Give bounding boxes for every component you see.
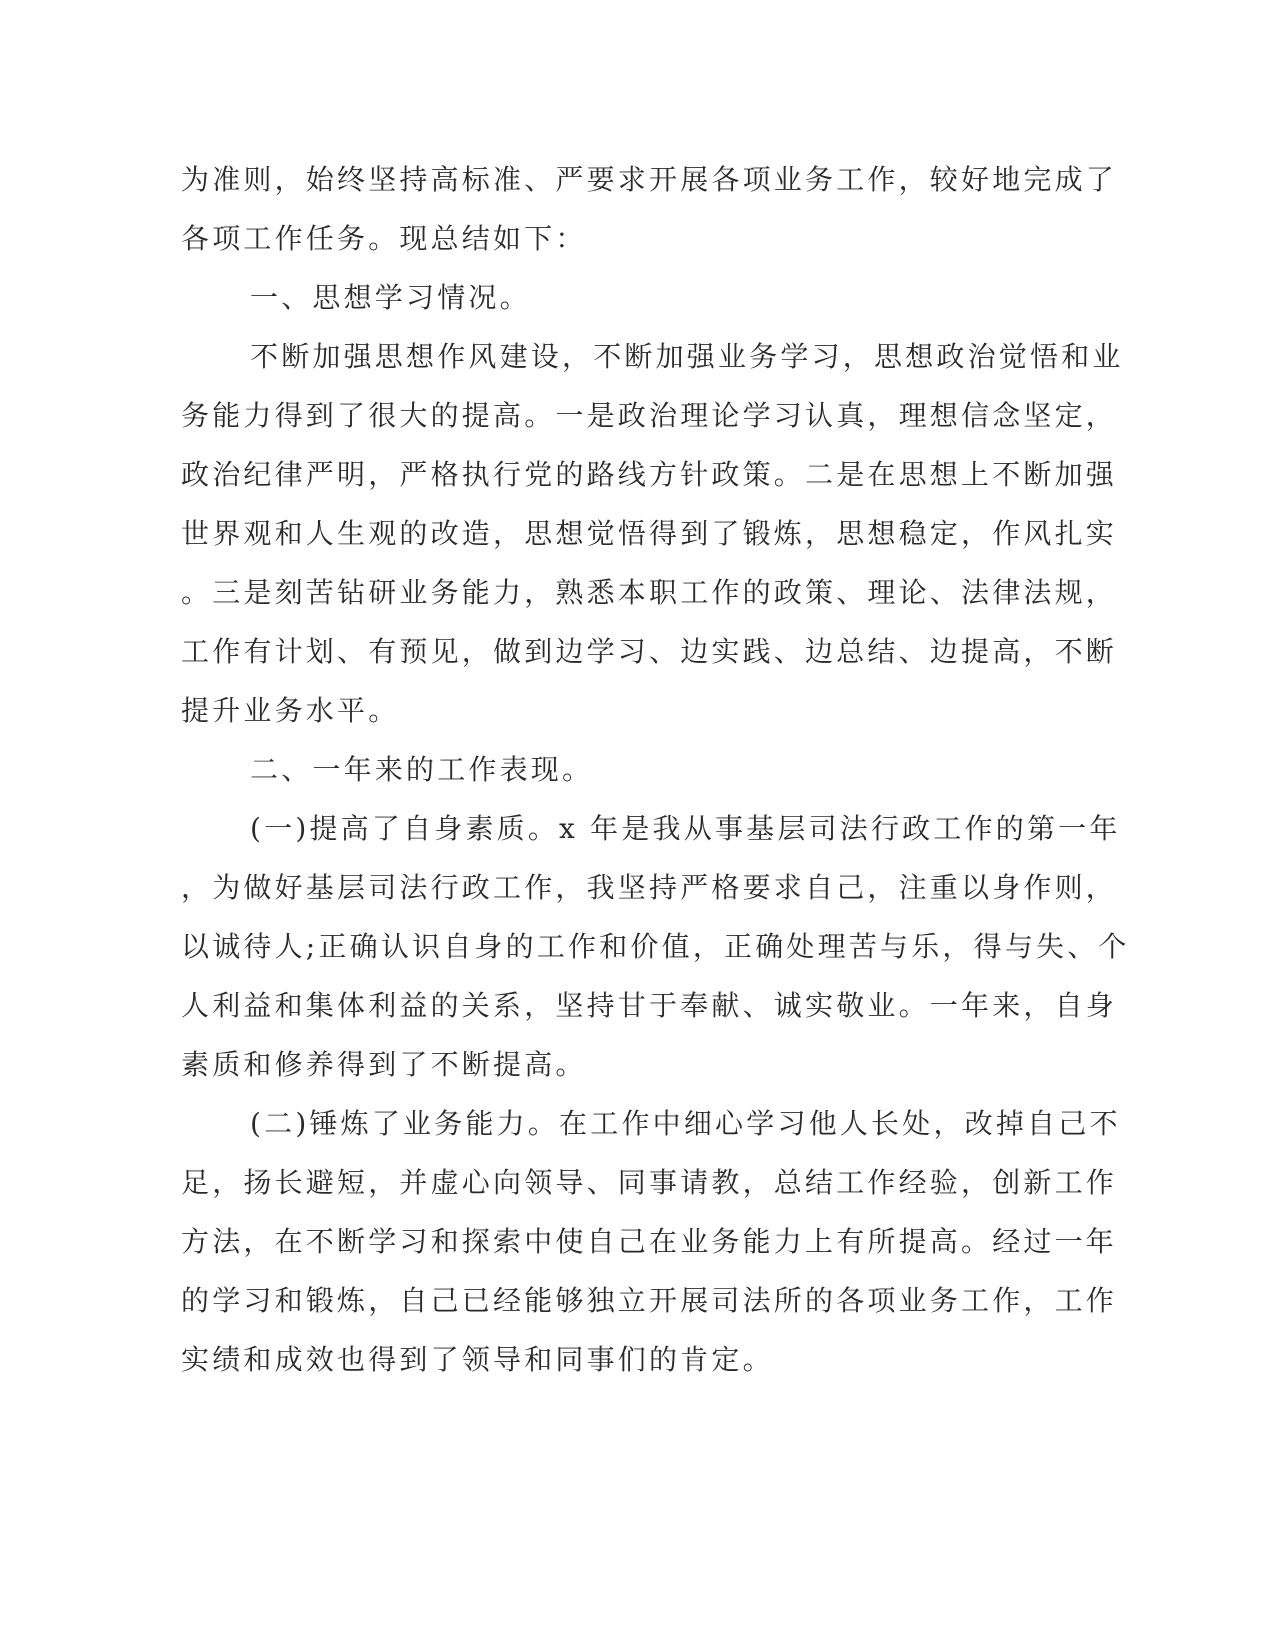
body-text-line: ，为做好基层司法行政工作，我坚持严格要求自己，注重以身作则， xyxy=(181,871,1118,904)
body-text-line: 方法，在不断学习和探索中使自己在业务能力上有所提高。经过一年 xyxy=(181,1225,1118,1258)
body-text-line: (一)提高了自身素质。x 年是我从事基层司法行政工作的第一年 xyxy=(250,812,1121,845)
body-text-line: 的学习和锻炼，自己已经能够独立开展司法所的各项业务工作，工作 xyxy=(181,1284,1118,1317)
body-text-line: 各项工作任务。现总结如下： xyxy=(181,222,587,255)
body-text-line: 不断加强思想作风建设，不断加强业务学习，思想政治觉悟和业 xyxy=(250,340,1124,373)
body-text-line: 足，扬长避短，并虚心向领导、同事请教，总结工作经验，创新工作 xyxy=(181,1166,1118,1199)
body-text-line: 务能力得到了很大的提高。一是政治理论学习认真，理想信念坚定， xyxy=(181,399,1118,432)
section-heading: 一、思想学习情况。 xyxy=(250,281,531,314)
body-text-line: 工作有计划、有预见，做到边学习、边实践、边总结、边提高，不断 xyxy=(181,635,1118,668)
body-text-line: 素质和修养得到了不断提高。 xyxy=(181,1048,587,1081)
body-text-line: 提升业务水平。 xyxy=(181,694,400,727)
body-text-line: 世界观和人生观的改造，思想觉悟得到了锻炼，思想稳定，作风扎实 xyxy=(181,517,1118,550)
body-text-line: 。三是刻苦钻研业务能力，熟悉本职工作的政策、理论、法律法规， xyxy=(181,576,1118,609)
body-text-line: 政治纪律严明，严格执行党的路线方针政策。二是在思想上不断加强 xyxy=(181,458,1118,491)
body-text-line: 为准则，始终坚持高标准、严要求开展各项业务工作，较好地完成了 xyxy=(181,163,1118,196)
body-text-line: 实绩和成效也得到了领导和同事们的肯定。 xyxy=(181,1343,774,1376)
body-text-line: (二)锤炼了业务能力。在工作中细心学习他人长处，改掉自己不 xyxy=(250,1107,1121,1140)
body-text-line: 人利益和集体利益的关系，坚持甘于奉献、诚实敬业。一年来，自身 xyxy=(181,989,1118,1022)
section-heading: 二、一年来的工作表现。 xyxy=(250,753,594,786)
body-text-line: 以诚待人;正确认识自身的工作和价值，正确处理苦与乐，得与失、个 xyxy=(181,930,1130,963)
